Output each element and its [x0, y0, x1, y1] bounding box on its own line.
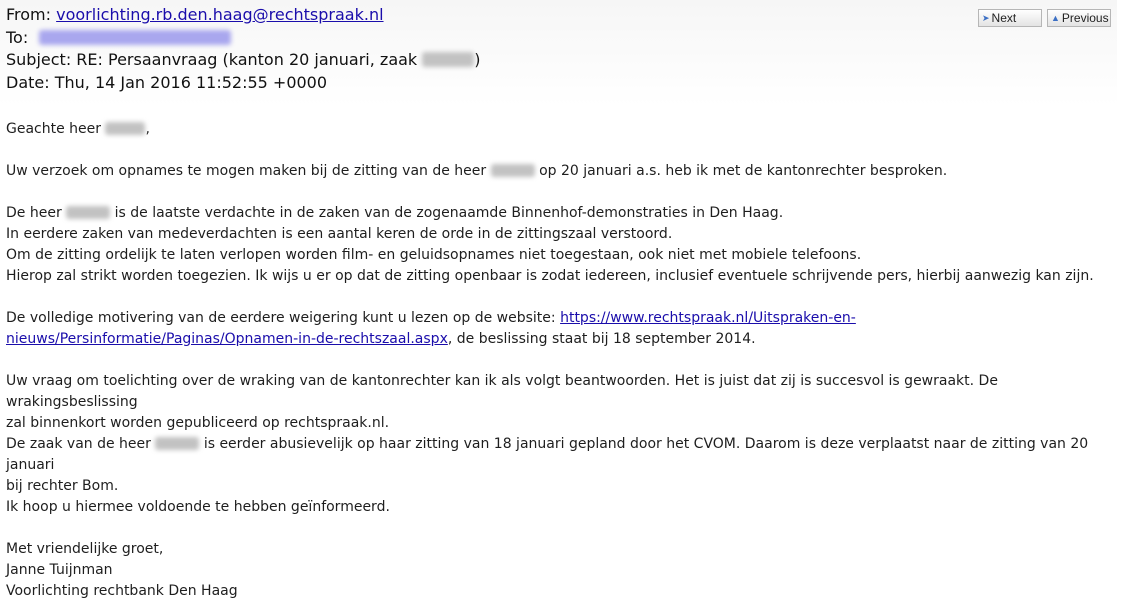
subject-text: RE: Persaanvraag (kanton 20 januari, zaak [76, 50, 418, 69]
email-header [0, 0, 1117, 106]
paragraph-context-line-4: Hierop zal strikt worden toegezien. Ik wijs u er op dat de zitting openbaar is zodat iedereen, inclusief eventuele schrijvende pers, hierbij aanwezig kan zijn. [6, 268, 1094, 284]
salutation: Geachte heer , [6, 121, 150, 137]
email-body [6, 119, 1118, 602]
date-label: Date: [6, 72, 50, 92]
previous-label: Previous [1061, 11, 1109, 25]
website-link-continued[interactable]: nieuws/Persinformatie/Paginas/Opnamen-in-de-rechtszaal.aspx [6, 331, 448, 347]
paragraph-motivation: De volledige motivering van de eerdere weigering kunt u lezen op de website: https://www.rechtspraak.nl/Uitspraken-en- nieuws/Persinformatie/Paginas/Opnamen-in-de-rechtszaal.aspx, de beslissing staat bij 18 september 2014. [6, 310, 856, 347]
paragraph-context-line-2: In eerdere zaken van medeverdachten is een aantal keren de orde in de zittingszaal verstoord. [6, 226, 673, 242]
paragraph-context-line-1: De heer is de laatste verdachte in de zaken van de zogenaamde Binnenhof-demonstraties in Den Haag. [6, 205, 784, 221]
redacted-name [105, 122, 145, 135]
from-address-link[interactable]: voorlichting.rb.den.haag@rechtspraak.nl [56, 5, 384, 24]
to-label: To: [6, 27, 29, 47]
paragraph-recusal-line-2: zal binnenkort worden gepubliceerd op rechtspraak.nl. [6, 415, 390, 431]
signature-name: Janne Tuijnman [6, 562, 113, 578]
paragraph-recusal-line-5: Ik hoop u hiermee voldoende te hebben geïnformeerd. [6, 499, 390, 515]
closing: Met vriendelijke groet, [6, 541, 164, 557]
signature-organization: Voorlichting rechtbank Den Haag [6, 583, 238, 599]
subject-label: Subject: [6, 50, 72, 69]
from-label: From: [6, 5, 52, 24]
redacted-name [491, 164, 535, 177]
next-label: Next [991, 11, 1017, 25]
to-line [6, 27, 1111, 50]
paragraph-recusal-line-4: bij rechter Bom. [6, 478, 119, 494]
date-line [6, 72, 1111, 95]
next-button[interactable] [978, 9, 1042, 27]
redacted-case-number [422, 52, 474, 67]
website-link[interactable]: https://www.rechtspraak.nl/Uitspraken-en- [560, 310, 856, 326]
arrow-up-icon: ▲ [1051, 13, 1060, 23]
redacted-recipient [39, 30, 231, 45]
arrow-right-icon: ➤ [982, 13, 990, 23]
subject-line [6, 49, 1111, 72]
paragraph-recusal-line-3: De zaak van de heer is eerder abusievelijk op haar zitting van 18 januari gepland door het CVOM. Daarom is deze verplaatst naar de zitting van 20 januari [6, 436, 1089, 473]
subject-close: ) [474, 50, 481, 69]
redacted-name [155, 437, 199, 450]
date-value: Thu, 14 Jan 2016 11:52:55 +0000 [54, 72, 328, 92]
paragraph-context-line-3: Om de zitting ordelijk te laten verlopen worden film- en geluidsopnames niet toegestaan, ook niet met mobiele telefoons. [6, 247, 862, 263]
previous-button[interactable] [1047, 9, 1111, 27]
redacted-name [66, 206, 110, 219]
paragraph-recusal-line-1: Uw vraag om toelichting over de wraking van de kantonrechter kan ik als volgt beantwoorden. Het is juist dat zij is succesvol is gewraakt. De wrakingsbeslissing [6, 373, 998, 410]
from-line [6, 4, 1111, 27]
paragraph-request: Uw verzoek om opnames te mogen maken bij de zitting van de heer op 20 januari a.s. heb ik met de kantonrechter besproken. [6, 163, 948, 179]
